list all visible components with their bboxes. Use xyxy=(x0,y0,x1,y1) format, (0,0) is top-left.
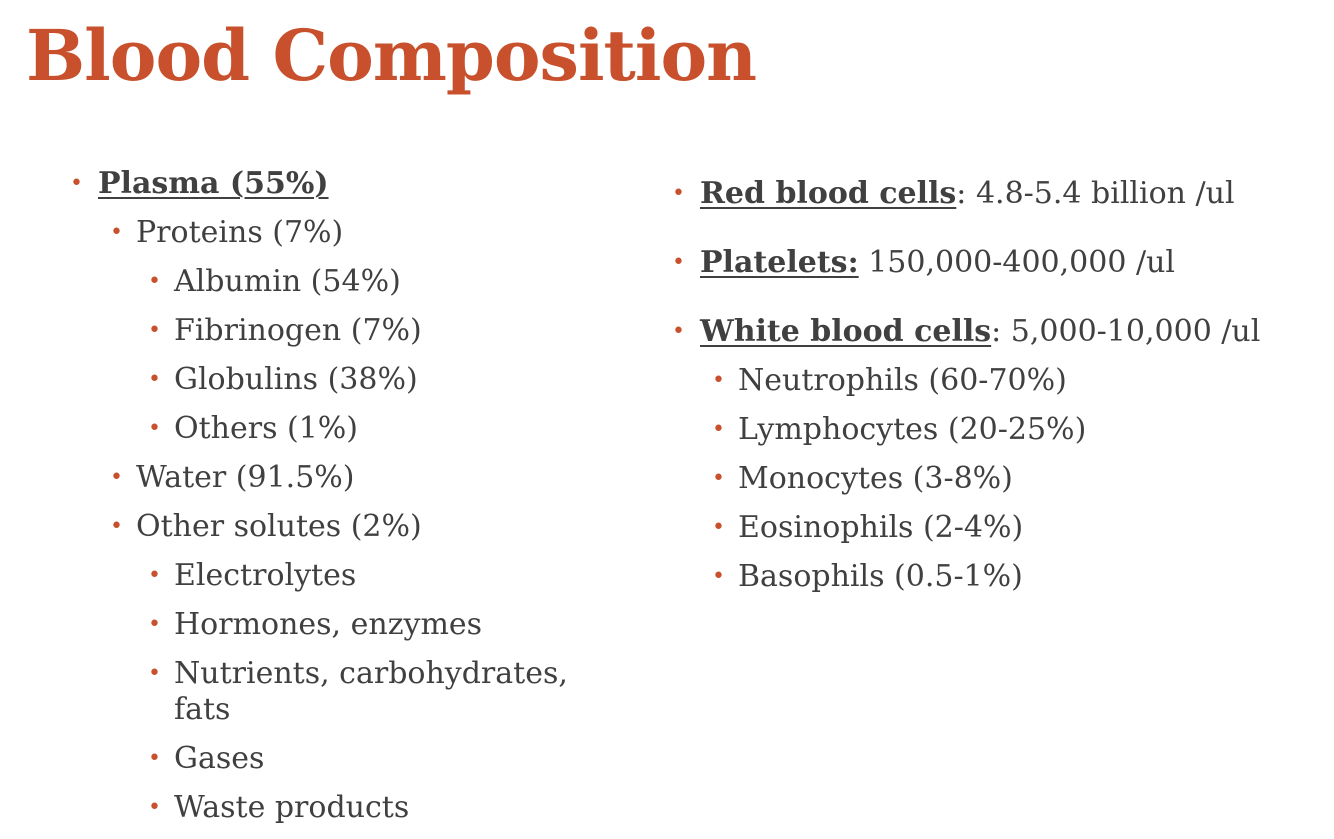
list-item-waste xyxy=(70,790,630,826)
list-item-proteins xyxy=(70,215,630,251)
list-item-electrolytes xyxy=(70,558,630,594)
basophils-label: Basophils (0.5-1%) xyxy=(738,559,1023,594)
bullet-icon: • xyxy=(148,661,161,686)
bullet-icon: • xyxy=(148,416,161,441)
water-label: Water (91.5%) xyxy=(136,460,355,495)
list-item-monocytes xyxy=(672,461,1322,497)
bullet-icon: • xyxy=(672,181,685,206)
rbc-heading: Red blood cells xyxy=(700,176,957,211)
list-item-wbc xyxy=(672,314,1322,350)
slide-title: Blood Composition xyxy=(26,14,757,97)
electrolytes-label: Electrolytes xyxy=(174,558,357,593)
plasma-column xyxy=(70,166,630,839)
platelets-value: 150,000-400,000 /ul xyxy=(858,245,1176,280)
bullet-icon: • xyxy=(712,515,725,540)
list-item-globulins xyxy=(70,362,630,398)
bullet-icon: • xyxy=(712,417,725,442)
bullet-icon: • xyxy=(148,269,161,294)
plasma-heading: Plasma (55%) xyxy=(98,166,329,201)
wbc-value: : 5,000-10,000 /ul xyxy=(991,314,1261,349)
bullet-icon: • xyxy=(110,514,123,539)
nutrients-label: Nutrients, carbohydrates, fats xyxy=(174,656,568,727)
list-item-albumin xyxy=(70,264,630,300)
list-item-eosinophils xyxy=(672,510,1322,546)
list-item-nutrients xyxy=(70,656,630,728)
other-solutes-label: Other solutes (2%) xyxy=(136,509,422,544)
bullet-icon: • xyxy=(148,795,161,820)
gases-label: Gases xyxy=(174,741,265,776)
bullet-icon: • xyxy=(70,171,83,196)
bullet-icon: • xyxy=(672,319,685,344)
lymphocytes-label: Lymphocytes (20-25%) xyxy=(738,412,1087,447)
hormones-label: Hormones, enzymes xyxy=(174,607,483,642)
wbc-heading: White blood cells xyxy=(700,314,992,349)
bullet-icon: • xyxy=(712,564,725,589)
bullet-icon: • xyxy=(110,465,123,490)
bullet-icon: • xyxy=(148,318,161,343)
platelets-heading: Platelets: xyxy=(700,245,859,280)
bullet-icon: • xyxy=(148,746,161,771)
bullet-icon: • xyxy=(672,250,685,275)
waste-label: Waste products xyxy=(174,790,410,825)
bullet-icon: • xyxy=(148,367,161,392)
albumin-label: Albumin (54%) xyxy=(174,264,401,299)
rbc-value: : 4.8-5.4 billion /ul xyxy=(956,176,1235,211)
proteins-label: Proteins (7%) xyxy=(136,215,344,250)
list-item-rbc xyxy=(672,176,1322,212)
bullet-icon: • xyxy=(148,563,161,588)
list-item-gases xyxy=(70,741,630,777)
list-item-other-solutes xyxy=(70,509,630,545)
fibrinogen-label: Fibrinogen (7%) xyxy=(174,313,422,348)
bullet-icon: • xyxy=(712,466,725,491)
others-label: Others (1%) xyxy=(174,411,358,446)
list-item-lymphocytes xyxy=(672,412,1322,448)
list-item-basophils xyxy=(672,559,1322,595)
monocytes-label: Monocytes (3-8%) xyxy=(738,461,1013,496)
neutrophils-label: Neutrophils (60-70%) xyxy=(738,363,1067,398)
list-item-hormones xyxy=(70,607,630,643)
list-item-others xyxy=(70,411,630,447)
globulins-label: Globulins (38%) xyxy=(174,362,418,397)
eosinophils-label: Eosinophils (2-4%) xyxy=(738,510,1024,545)
bullet-icon: • xyxy=(712,368,725,393)
list-item-platelets xyxy=(672,245,1322,281)
list-item-fibrinogen xyxy=(70,313,630,349)
cells-column xyxy=(672,176,1322,608)
list-item-plasma xyxy=(70,166,630,202)
list-item-water xyxy=(70,460,630,496)
bullet-icon: • xyxy=(110,220,123,245)
list-item-neutrophils xyxy=(672,363,1322,399)
bullet-icon: • xyxy=(148,612,161,637)
